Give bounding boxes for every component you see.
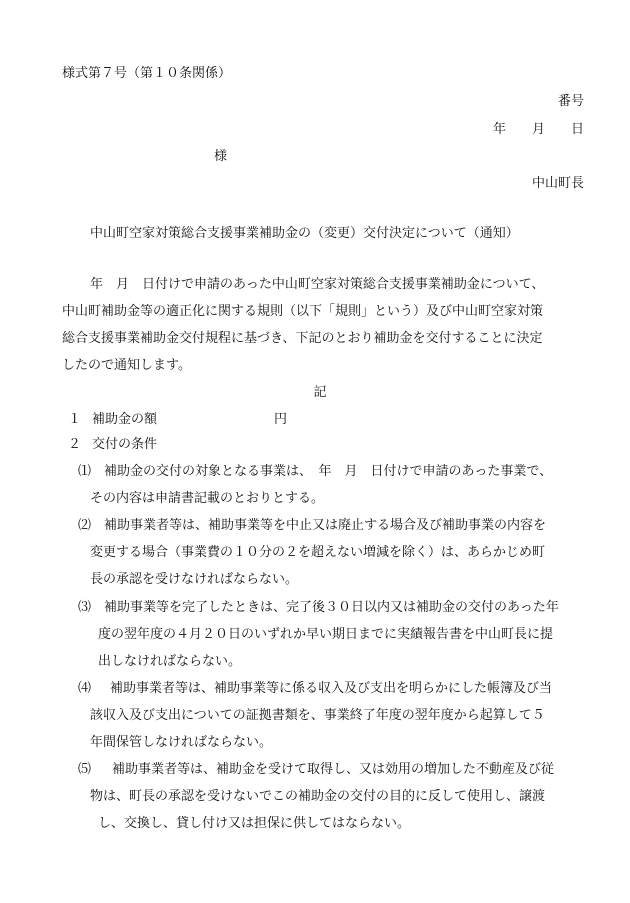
ki-heading: 記 <box>313 385 327 400</box>
form-number: 様式第７号（第１０条関係） <box>62 66 232 81</box>
condition-line: 年間保管しなければならない。 <box>90 735 273 750</box>
condition-line: その内容は申請書記載のとおりとする。 <box>90 491 325 506</box>
item2-number: ２ <box>68 437 82 452</box>
condition-line: 補助事業者等は、補助事業等を中止又は廃止する場合及び補助事業の内容を <box>104 518 547 533</box>
addressee-suffix: 様 <box>214 149 228 164</box>
condition-line: 補助事業等を完了したときは、完了後３０日以内又は補助金の交付のあった年 <box>104 600 559 615</box>
document-title: 中山町空家対策総合支援事業補助金の（変更）交付決定について（通知） <box>90 226 519 241</box>
condition-line: 該収入及び支出についての証拠書類を、事業終了年度の翌年度から起算して５ <box>90 708 545 723</box>
condition-line: 長の承認を受けなければならない。 <box>90 572 299 587</box>
condition-line: し、交換し、貸し付け又は担保に供してはならない。 <box>98 816 411 831</box>
body-line: したので通知します。 <box>62 358 191 373</box>
condition-line: 補助事業者等は、補助金を受けて取得し、又は効用の増加した不動産及び従 <box>112 762 555 777</box>
condition-line: 補助事業者等は、補助事業等に係る収入及び支出を明らかにした帳簿及び当 <box>110 681 553 696</box>
date-label: 年 月 日 <box>492 122 584 137</box>
issuer-name: 中山町長 <box>531 176 584 191</box>
item2-label: 交付の条件 <box>92 437 158 452</box>
condition-number: ⑴ <box>78 464 92 479</box>
condition-number: ⑶ <box>78 600 92 615</box>
condition-line: 出しなければならない。 <box>98 654 242 669</box>
body-line: 総合支援事業補助金交付規程に基づき、下記のとおり補助金を交付することに決定 <box>62 331 543 346</box>
body-line: 年 月 日付けで申請のあった中山町空家対策総合支援事業補助金について、 <box>90 277 545 292</box>
item1-unit: 円 <box>274 412 288 427</box>
item1-number: １ <box>68 412 82 427</box>
condition-line: 変更する場合（事業費の１０分の２を超えない増減を除く）は、あらかじめ町 <box>90 545 546 560</box>
condition-line: 度の翌年度の４月２０日のいずれか早い期日までに実績報告書を中山町長に提 <box>98 627 554 642</box>
condition-number: ⑷ <box>78 681 92 696</box>
document-number-label: 番号 <box>557 94 584 109</box>
condition-line: 補助金の交付の対象となる事業は、 年 月 日付けで申請のあった事業で、 <box>104 464 553 479</box>
body-line: 中山町補助金等の適正化に関する規則（以下「規則」という）及び中山町空家対策 <box>62 304 544 319</box>
item1-label: 補助金の額 <box>92 412 158 427</box>
condition-number: ⑵ <box>78 518 92 533</box>
condition-number: ⑸ <box>78 762 92 777</box>
condition-line: 物は、町長の承認を受けないでこの補助金の交付の目的に反して使用し、譲渡 <box>90 789 546 804</box>
